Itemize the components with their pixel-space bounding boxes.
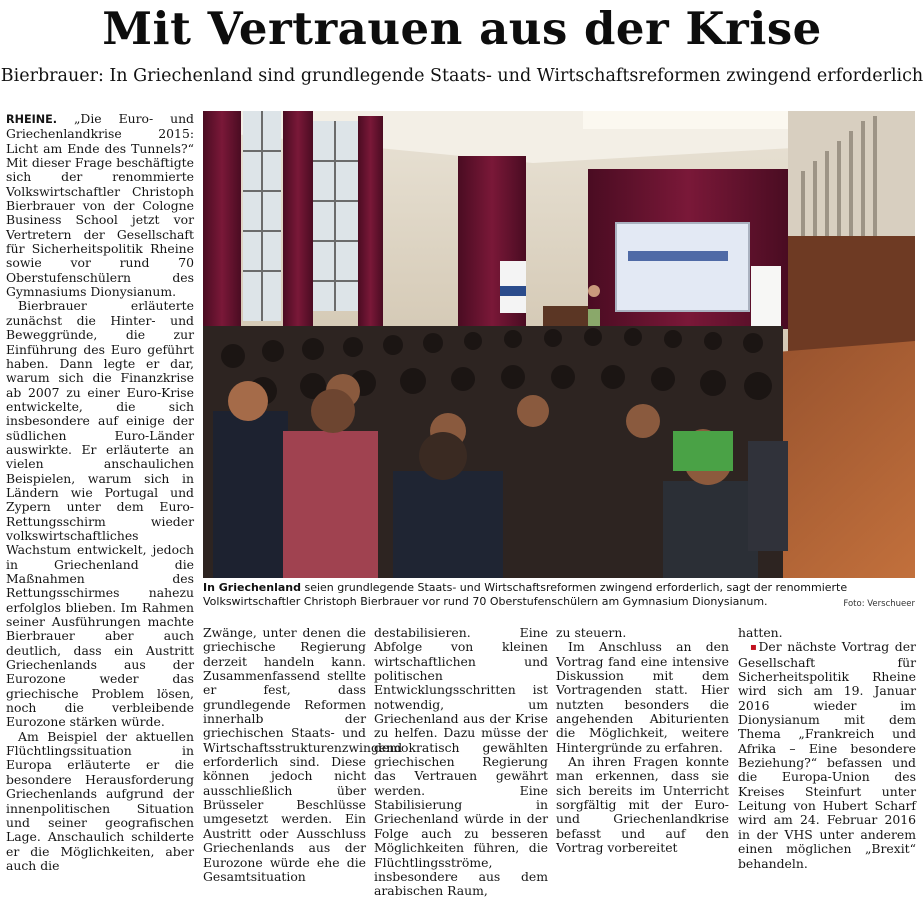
- paragraph: Bierbrauer erläuterte zunächst die Hinter- und Beweggründe, die zur Einführung des Euro geführt haben. Dann legte er dar, warum sich die Finanzkrise ab 2007 zu einer Euro-Krise entwickelte, die sich insbesondere auf einige der südlichen Euro-Länder auswirkte. Er erläuterte an vielen anschaulichen Beispielen, warum sich in Ländern wie Portugal und Zypern unter dem Euro-Rettungsschirm wieder volkswirtschaftliches Wachstum entwickelt, jedoch in Griechenland die Maßnahmen des Rettungsschirmes nahezu erfolglos blieben. Im Rahmen seiner Ausführungen machte Bierbrauer aber auch deutlich, dass ein Austritt Griechenlands aus der Eurozone weder das griechische Problem lösen, noch die verbleibende Eurozone stärken würde.: [6, 298, 194, 730]
- paragraph: Im Anschluss an den Vortrag fand eine intensive Diskussion mit dem Vortragenden statt. Hier nutzten besonders die angehenden Abiturienten die Möglichkeit, weitere Hintergründe zu erfahren.: [556, 639, 729, 755]
- headline: Mit Vertrauen aus der Krise: [102, 2, 822, 55]
- article-column-5: [738, 626, 916, 871]
- paragraph: Zwänge, unter denen die griechische Regierung derzeit handeln kann. Zusammenfassend stellte er fest, dass grundlegende Reformen innerhalb der griechischen Staats- und Wirtschaftsstrukturenzwingend erforderlich sind. Diese können jedoch nicht ausschließlich über Brüsseler Beschlüsse umgesetzt werden. Ein Austritt oder Ausschluss Griechenlands aus der Eurozone würde ehe die Gesamtsituation: [203, 625, 403, 884]
- caption-lead: In Griechenland: [203, 581, 301, 594]
- paragraph: destabilisieren. Eine Abfolge von kleinen wirtschaftlichen und politischen Entwicklungsschritten ist notwendig, um Griechenland aus der Krise zu helfen. Dazu müsse der demokratisch gewählten griechischen Regierung das Vertrauen gewährt werden. Eine Stabilisierung in Griechenland würde in der Folge auch zu besseren Möglichkeiten führen, die Flüchtlingsströme, insbesondere aus dem arabischen Raum,: [374, 625, 548, 899]
- photo-caption: [203, 581, 915, 609]
- article-column-1: [6, 112, 194, 873]
- article-column-2: [203, 625, 403, 884]
- paragraph: An ihren Fragen konnte man erkennen, dass sie sich bereits im Unterricht sorgfältig mit der Euro- und Griechenlandkrise befasst und auf den Vortrag vorbereitet: [556, 754, 729, 856]
- subheadline: Bierbrauer: In Griechenland sind grundlegende Staats- und Wirtschaftsreformen zwingend erforderlich: [0, 66, 924, 86]
- photo-credit: Foto: Verschueer: [843, 599, 915, 609]
- paragraph-text: „Die Euro- und Griechenlandkrise 2015: Licht am Ende des Tunnels?“ Mit dieser Frage beschäftigte sich der renommierte Volkswirtschaftler Christoph Bierbrauer von der Cologne Business School jetzt vor Vertretern der Gesellschaft für Sicherheitspolitik Rheine sowie vor rund 70 Oberstufenschülern des Gymnasiums Dionysianum.: [6, 111, 194, 300]
- caption-text: seien grundlegende Staats- und Wirtschaftsreformen zwingend erforderlich, sagt der renommierte Volkswirtschaftler Christoph Bierbrauer vor rund 70 Oberstufenschülern am Gymnasium Dionysianum.: [203, 581, 848, 608]
- paragraph: [738, 640, 916, 871]
- lecture-hall-photo-icon: [203, 111, 915, 578]
- section-marker-icon: ▪: [750, 642, 759, 654]
- dateline: RHEINE.: [6, 113, 58, 126]
- paragraph: hatten.: [738, 625, 783, 640]
- paragraph-text: Der nächste Vortrag der Gesellschaft für Sicherheitspolitik Rheine wird sich am 19. Januar 2016 wieder im Dionysianum mit dem Thema „Frankreich und Afrika – Eine besondere Beziehung?“ befassen und die Europa-Union des Kreises Steinfurt unter Leitung von Hubert Scharf wird am 24. Februar 2016 in der VHS unter anderem einen möglichen „Brexit“ behandeln.: [738, 639, 916, 871]
- event-photo: [203, 111, 915, 578]
- paragraph: Am Beispiel der aktuellen Flüchtlingssituation in Europa erläuterte er die besondere Herausforderung Griechenlands aufgrund der innenpolitischen Situation und seiner geografischen Lage. Anschaulich schilderte er die Möglichkeiten, aber auch die: [6, 728, 194, 873]
- paragraph: [6, 112, 194, 299]
- paragraph: zu steuern.: [556, 625, 627, 640]
- article-column-4: [556, 626, 729, 856]
